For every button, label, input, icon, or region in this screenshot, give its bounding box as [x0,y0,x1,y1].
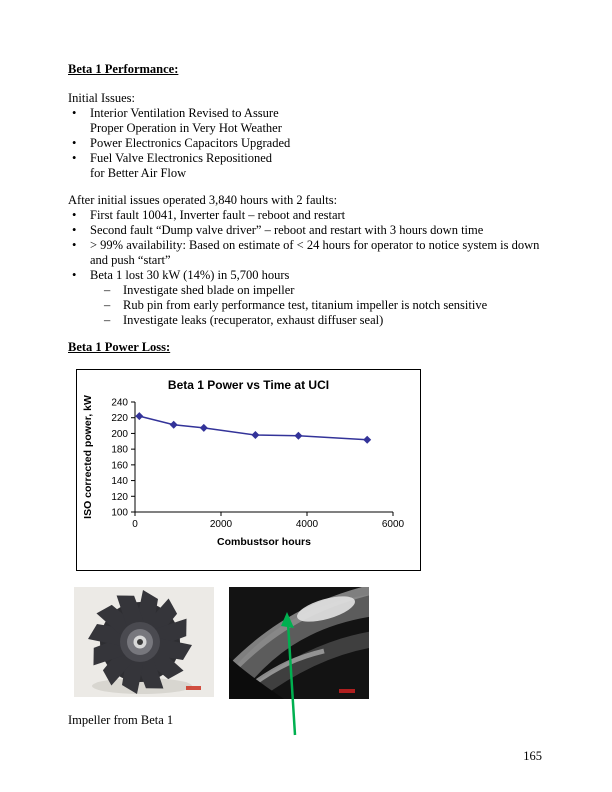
page-number: 165 [523,749,542,763]
spacer [68,181,568,193]
svg-text:0: 0 [132,519,138,530]
svg-text:220: 220 [111,413,128,425]
list-item [68,223,568,238]
power-chart [76,369,421,571]
svg-text:240: 240 [111,397,128,409]
svg-text:120: 120 [111,491,128,503]
list-item-line: – Investigate leaks (recuperator, exhaust diffuser seal) [123,313,384,327]
faults-list [68,208,568,328]
svg-text:180: 180 [111,444,128,456]
list-item [68,208,568,223]
photos-row [68,587,568,699]
list-item-line: Proper Operation in Very Hot Weather [90,121,282,135]
svg-text:200: 200 [111,428,128,440]
chart-plot-area [77,394,420,556]
svg-text:140: 140 [111,476,128,488]
initial-issues-list [68,106,568,181]
list-item-line: – Investigate shed blade on impeller [123,283,295,297]
list-item-line: • Fuel Valve Electronics Repositioned [90,151,273,165]
section-heading-power-loss: Beta 1 Power Loss: [68,340,171,354]
svg-text:100: 100 [111,507,128,519]
list-item [68,151,568,181]
list-item-line: • Power Electronics Capacitors Upgraded [90,136,291,150]
photo-watermark [339,689,355,693]
spacer [68,328,568,340]
list-item-line: and push “start” [90,253,171,267]
list-item [68,238,568,268]
list-item-line: • Beta 1 lost 30 kW (14%) in 5,700 hours [90,268,290,282]
impeller-closeup-photo [229,587,369,699]
sub-list-item [90,298,568,313]
list-item [68,136,568,151]
list-item-line: • > 99% availability: Based on estimate of < 24 hours for operator to notice system is down [90,238,540,252]
list-item-line: • Second fault “Dump valve driver” – reboot and restart with 3 hours down time [90,223,484,237]
impeller-closeup-image [229,587,369,699]
list-item [68,106,568,136]
impeller-image [74,587,214,697]
sub-bullet-list [90,283,568,328]
svg-text:4000: 4000 [295,519,319,530]
list-item [68,268,568,328]
sub-list-item [90,313,568,328]
photo-caption: Impeller from Beta 1 [68,713,174,727]
svg-text:ISO corrected power, kW: ISO corrected power, kW [82,395,94,519]
list-item-line: – Rub pin from early performance test, titanium impeller is notch sensitive [123,298,488,312]
svg-text:6000: 6000 [381,519,405,530]
chart-title: Beta 1 Power vs Time at UCI [167,378,330,392]
svg-text:160: 160 [111,460,128,472]
section-heading-performance: Beta 1 Performance: [68,62,179,76]
list-item-line: • First fault 10041, Inverter fault – reboot and restart [90,208,346,222]
svg-text:2000: 2000 [209,519,233,530]
list-item-line: • Interior Ventilation Revised to Assure [90,106,279,120]
svg-text:Combustsor hours: Combustsor hours [217,536,311,548]
initial-issues-label: Initial Issues: [68,91,136,105]
impeller-photo [74,587,214,697]
photo-watermark [186,686,201,690]
sub-list-item [90,283,568,298]
after-initial-issues-line: After initial issues operated 3,840 hours with 2 faults: [68,193,338,207]
list-item-line: for Better Air Flow [90,166,187,180]
